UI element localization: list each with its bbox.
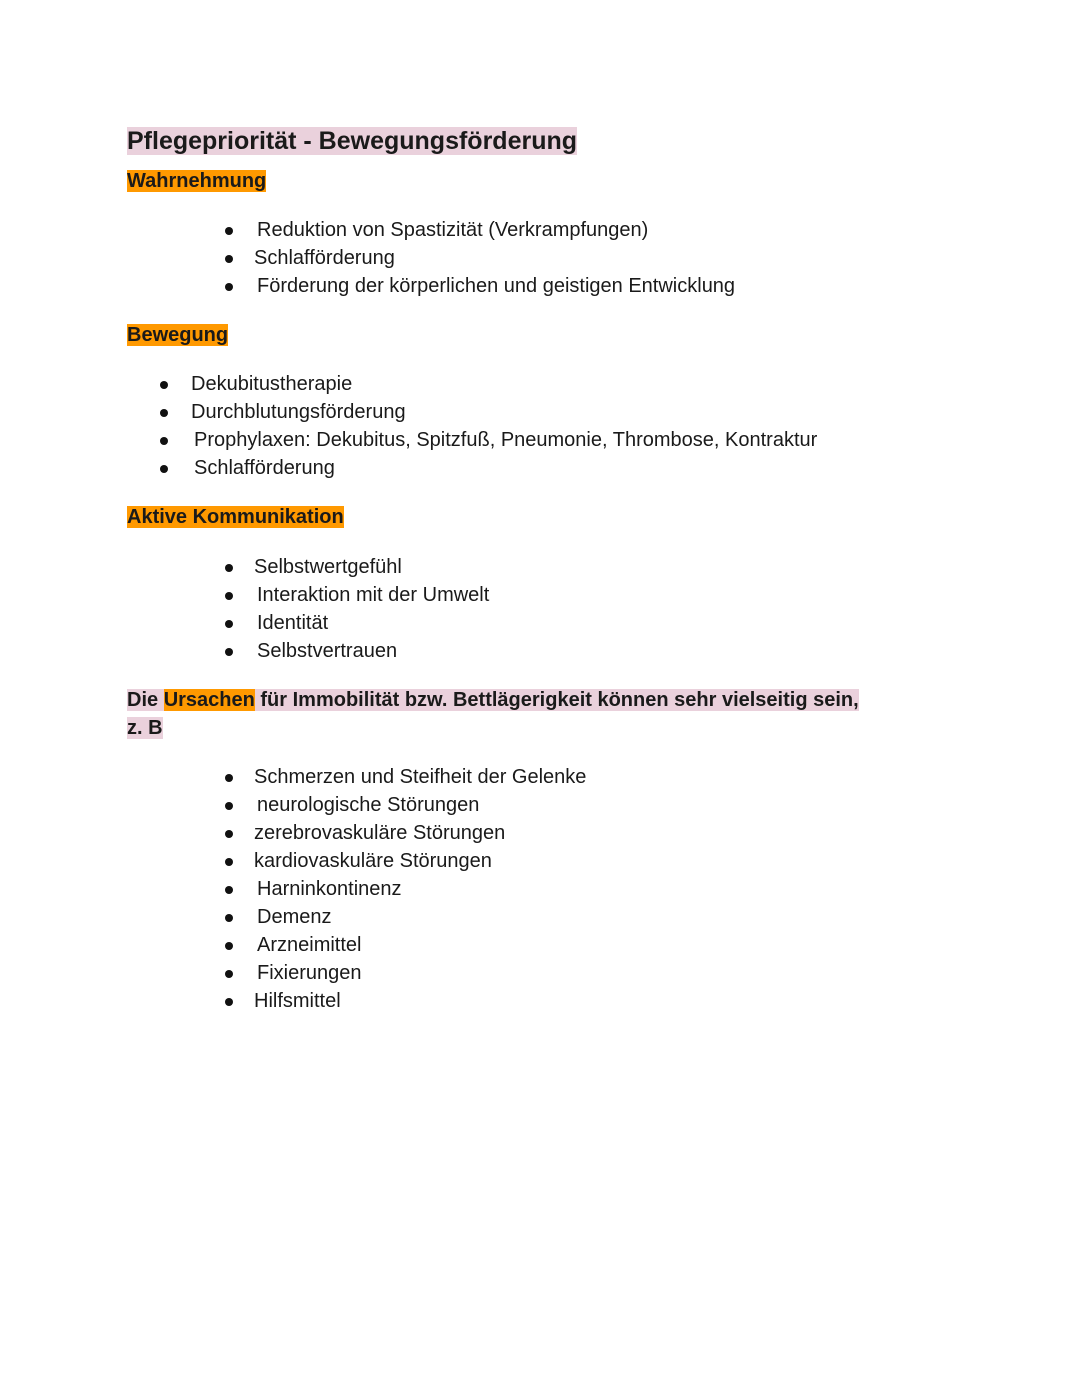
list-item-text: Selbstwertgefühl [254, 556, 402, 578]
list-item [225, 609, 925, 637]
bullet-icon [225, 858, 233, 866]
bullet-icon [225, 648, 233, 656]
list-item [160, 398, 920, 426]
list-item [225, 791, 925, 819]
list-item-text: Schlafförderung [254, 247, 395, 269]
bullet-icon [225, 914, 233, 922]
list-item [225, 903, 925, 931]
list-item [160, 370, 920, 398]
list-item [225, 553, 925, 581]
list-item [225, 931, 925, 959]
bullet-icon [160, 409, 168, 417]
list-item-text: zerebrovaskuläre Störungen [254, 822, 506, 844]
list-item [160, 454, 920, 482]
list-item [225, 875, 925, 903]
list-item [225, 272, 925, 300]
bullet-icon [225, 802, 233, 810]
list-item [225, 987, 925, 1015]
section-heading-aktive-kommunikation [127, 504, 344, 530]
list-item-text: Selbstvertrauen [257, 640, 398, 662]
bullet-icon [225, 283, 233, 291]
list-bewegung [160, 370, 920, 482]
bullet-icon [225, 886, 233, 894]
list-item-text: Identität [257, 612, 329, 634]
section-heading-bewegung-text: Bewegung [127, 324, 229, 346]
list-item-text: Dekubitustherapie [191, 373, 353, 395]
list-item-text: Förderung der körperlichen und geistigen Entwicklung [257, 275, 736, 297]
list-causes [225, 763, 925, 1015]
list-item-text: kardiovaskuläre Störungen [254, 850, 492, 872]
list-item-text: Schlafförderung [194, 457, 335, 479]
list-item [225, 244, 925, 272]
list-aktive-kommunikation [225, 553, 925, 665]
list-item [160, 426, 920, 454]
list-item-text: Durchblutungsförderung [191, 401, 406, 423]
list-item-text: Reduktion von Spastizität (Verkrampfungen) [257, 219, 649, 241]
bullet-icon [160, 381, 168, 389]
list-item-text: Schmerzen und Steifheit der Gelenke [254, 766, 587, 788]
section-heading-aktive-kommunikation-text: Aktive Kommunikation [127, 506, 344, 528]
bullet-icon [160, 437, 168, 445]
section-heading-wahrnehmung [127, 168, 266, 194]
page-title-text: Pflegepriorität - Bewegungsförderung [127, 127, 578, 155]
list-item-text: Prophylaxen: Dekubitus, Spitzfuß, Pneumonie, Thrombose, Kontraktur [194, 429, 818, 451]
bullet-icon [225, 564, 233, 572]
list-item-text: Interaktion mit der Umwelt [257, 584, 490, 606]
bullet-icon [225, 998, 233, 1006]
list-item-text: Hilfsmittel [254, 990, 341, 1012]
causes-intro-line2: z. B [127, 717, 163, 739]
bullet-icon [225, 255, 233, 263]
bullet-icon [225, 592, 233, 600]
list-item-text: Fixierungen [257, 962, 362, 984]
causes-intro-after: für Immobilität bzw. Bettlägerigkeit können sehr vielseitig sein, [254, 689, 859, 711]
bullet-icon [225, 620, 233, 628]
bullet-icon [160, 465, 168, 473]
bullet-icon [225, 942, 233, 950]
page-title [127, 125, 577, 157]
section-heading-bewegung [127, 322, 228, 348]
bullet-icon [225, 830, 233, 838]
list-item [225, 819, 925, 847]
list-item-text: neurologische Störungen [257, 794, 480, 816]
causes-intro [127, 686, 927, 742]
causes-intro-highlight: Ursachen [163, 689, 255, 711]
bullet-icon [225, 227, 233, 235]
list-item-text: Harninkontinenz [257, 878, 402, 900]
bullet-icon [225, 774, 233, 782]
list-wahrnehmung [225, 216, 925, 300]
causes-intro-before: Die [127, 689, 164, 711]
list-item [225, 847, 925, 875]
section-heading-wahrnehmung-text: Wahrnehmung [127, 170, 267, 192]
list-item-text: Arzneimittel [257, 934, 362, 956]
bullet-icon [225, 970, 233, 978]
list-item [225, 581, 925, 609]
list-item-text: Demenz [257, 906, 332, 928]
list-item [225, 959, 925, 987]
list-item [225, 637, 925, 665]
list-item [225, 216, 925, 244]
list-item [225, 763, 925, 791]
